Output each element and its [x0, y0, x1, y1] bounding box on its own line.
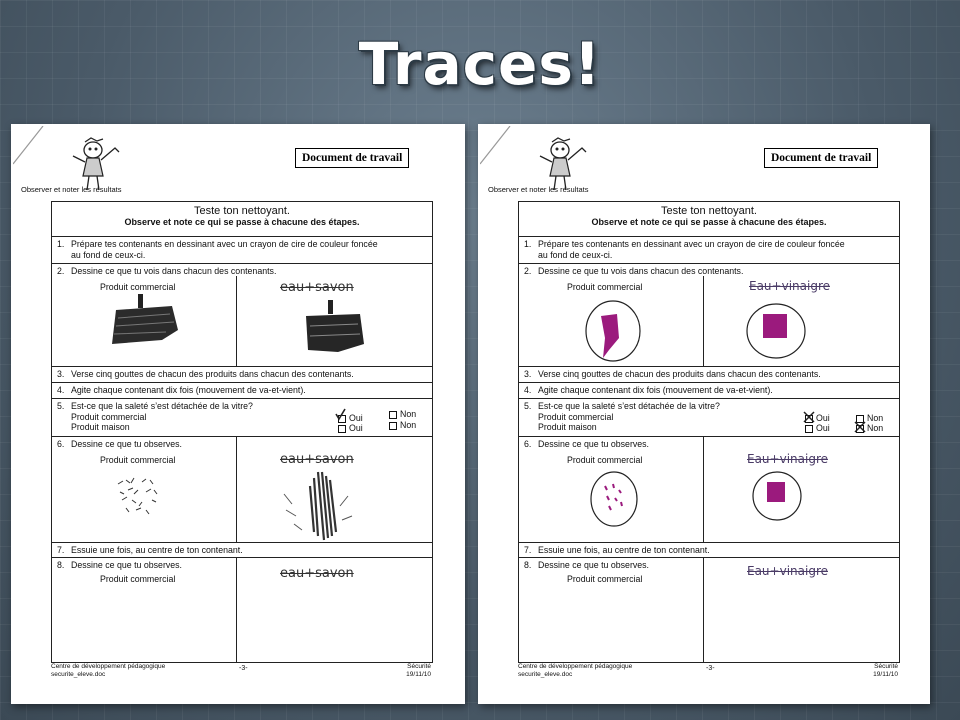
footer-filename: securite_eleve.doc [51, 671, 106, 678]
crayon-circle-maison [745, 302, 807, 360]
pencil-scribble-maison [298, 300, 368, 358]
document-type-box: Document de travail [295, 148, 409, 168]
step-1-cont: au fond de ceux-ci. [538, 250, 613, 260]
step-3: 3. Verse cinq gouttes de chacun des produits dans chacun des contenants. [57, 369, 354, 379]
footer-filename: securite_eleve.doc [518, 671, 573, 678]
step-4: 4. Agite chaque contenant dix fois (mouvement de va-et-vient). [524, 385, 773, 395]
footer-page-number: -3- [706, 665, 715, 672]
step-7: 7. Essuie une fois, au centre de ton contenant. [57, 545, 243, 555]
step-1: 1. Prépare tes contenants en dessinant avec un crayon de cire de couleur foncée [57, 239, 378, 249]
checkbox-oui-commercial[interactable]: Oui [805, 413, 830, 423]
observe-note: Observer et noter les résultats [488, 185, 589, 194]
footer-date: 19/11/10 [406, 671, 431, 678]
folded-corner-icon [13, 126, 53, 166]
checkbox-icon [338, 425, 346, 433]
form-title: Teste ton nettoyant. [660, 205, 757, 217]
step-8: 8. Dessine ce que tu observes. [524, 560, 650, 570]
checkbox-oui-maison[interactable]: Oui [805, 423, 830, 433]
footer-organization: Centre de développement pédagogique [518, 663, 633, 670]
observe-note: Observer et noter les résultats [21, 185, 122, 194]
label-produit-commercial-8: Produit commercial [100, 574, 176, 584]
footer-page-number: -3- [239, 665, 248, 672]
footer-organization: Centre de développement pédagogique [51, 663, 166, 670]
checkbox-non-commercial[interactable]: Non [856, 413, 883, 423]
label-produit-commercial-8: Produit commercial [567, 574, 643, 584]
worksheet-left [11, 124, 465, 704]
footer-section: Sécurité [407, 663, 431, 670]
crayon-circle-commercial [583, 298, 643, 364]
handwritten-label-step6: eau+savon [280, 452, 354, 467]
checkbox-icon [805, 425, 813, 433]
step-4: 4. Agite chaque contenant dix fois (mouvement de va-et-vient). [57, 385, 306, 395]
worksheet-form [51, 201, 433, 663]
step-6: 6. Dessine ce que tu observes. [524, 439, 650, 449]
worksheet-form [518, 201, 900, 663]
step-5: 5. Est-ce que la saleté s’est détachée de la vitre? [524, 401, 720, 411]
step-5-maison: Produit maison [71, 422, 130, 432]
document-type-box: Document de travail [764, 148, 878, 168]
step-7: 7. Essuie une fois, au centre de ton contenant. [524, 545, 710, 555]
slide-title: Traces! [358, 30, 602, 98]
step-5-maison: Produit maison [538, 422, 597, 432]
handwritten-label-step2: Eau+vinaigre [749, 279, 830, 293]
step-5-commercial: Produit commercial [71, 412, 147, 422]
step-3: 3. Verse cinq gouttes de chacun des produits dans chacun des contenants. [524, 369, 821, 379]
label-produit-commercial-6: Produit commercial [100, 455, 176, 465]
checkbox-oui-commercial[interactable]: Oui [338, 413, 363, 423]
step-6: 6. Dessine ce que tu observes. [57, 439, 183, 449]
step-2: 2. Dessine ce que tu vois dans chacun des contenants. [524, 266, 744, 276]
checkbox-icon [389, 411, 397, 419]
step-2: 2. Dessine ce que tu vois dans chacun des contenants. [57, 266, 277, 276]
label-produit-commercial-6: Produit commercial [567, 455, 643, 465]
x-mark-non-maison-icon [854, 421, 866, 433]
checkbox-oui-maison[interactable]: Oui [338, 423, 363, 433]
checkbox-non-maison[interactable]: Non [389, 420, 416, 430]
form-subtitle: Observe et note ce qui se passe à chacune des étapes. [124, 217, 360, 227]
form-subtitle: Observe et note ce qui se passe à chacune des étapes. [591, 217, 827, 227]
step-5: 5. Est-ce que la saleté s’est détachée de la vitre? [57, 401, 253, 411]
form-title: Teste ton nettoyant. [193, 205, 290, 217]
crayon-circle-maison-6 [751, 470, 803, 522]
folded-corner-icon [480, 126, 520, 166]
step-1-cont: au fond de ceux-ci. [71, 250, 146, 260]
handwritten-label-step8: Eau+vinaigre [747, 564, 828, 578]
pencil-scribble-commercial [104, 294, 184, 350]
crayon-circle-commercial-6 [589, 470, 639, 528]
pencil-dots-commercial [112, 474, 164, 518]
handwritten-label-step8: eau+savon [280, 566, 354, 581]
footer-section: Sécurité [874, 663, 898, 670]
label-produit-commercial: Produit commercial [100, 282, 176, 292]
checkmark-oui-commercial-icon [334, 408, 348, 422]
step-5-commercial: Produit commercial [538, 412, 614, 422]
checkbox-non-commercial[interactable]: Non [389, 409, 416, 419]
handwritten-label-step2: eau+savon [280, 280, 354, 295]
checkbox-icon [389, 422, 397, 430]
label-produit-commercial: Produit commercial [567, 282, 643, 292]
pencil-scribble-maison-6 [278, 466, 368, 544]
x-mark-oui-commercial-icon [803, 411, 815, 423]
step-8: 8. Dessine ce que tu observes. [57, 560, 183, 570]
checkbox-non-maison[interactable]: Non [856, 423, 883, 433]
footer-date: 19/11/10 [873, 671, 898, 678]
handwritten-label-step6: Eau+vinaigre [747, 452, 828, 466]
step-1: 1. Prépare tes contenants en dessinant avec un crayon de cire de couleur foncée [524, 239, 845, 249]
worksheet-right [478, 124, 930, 704]
